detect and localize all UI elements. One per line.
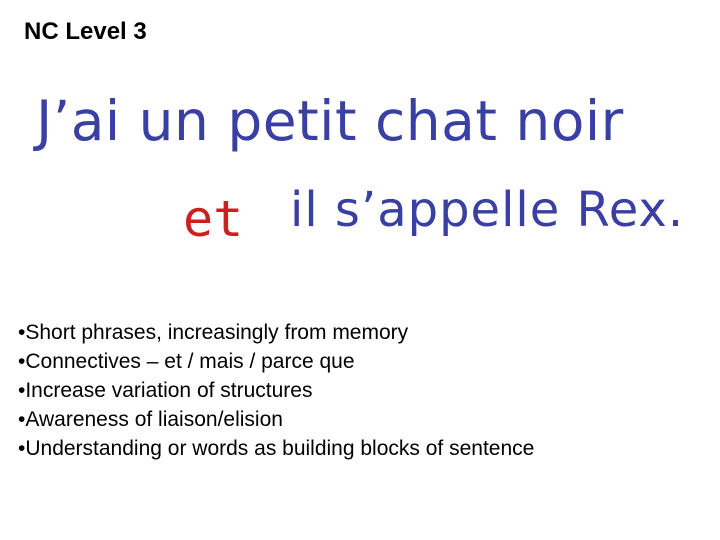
example-sentence-line-two: il s’appelle Rex. [290,182,685,238]
example-sentence-line-one: J’ai un petit chat noir [36,89,624,153]
bullet-item: •Awareness of liaison/elision [18,408,283,431]
bullet-item: •Short phrases, increasingly from memory [18,321,409,344]
slide-title: NC Level 3 [24,18,147,45]
bullet-list [18,318,534,463]
bullet-item: •Increase variation of structures [18,379,313,402]
connective-word: et [183,190,244,248]
bullet-item: •Understanding or words as building blocks of sentence [18,437,535,460]
bullet-item: •Connectives – et / mais / parce que [18,350,355,373]
